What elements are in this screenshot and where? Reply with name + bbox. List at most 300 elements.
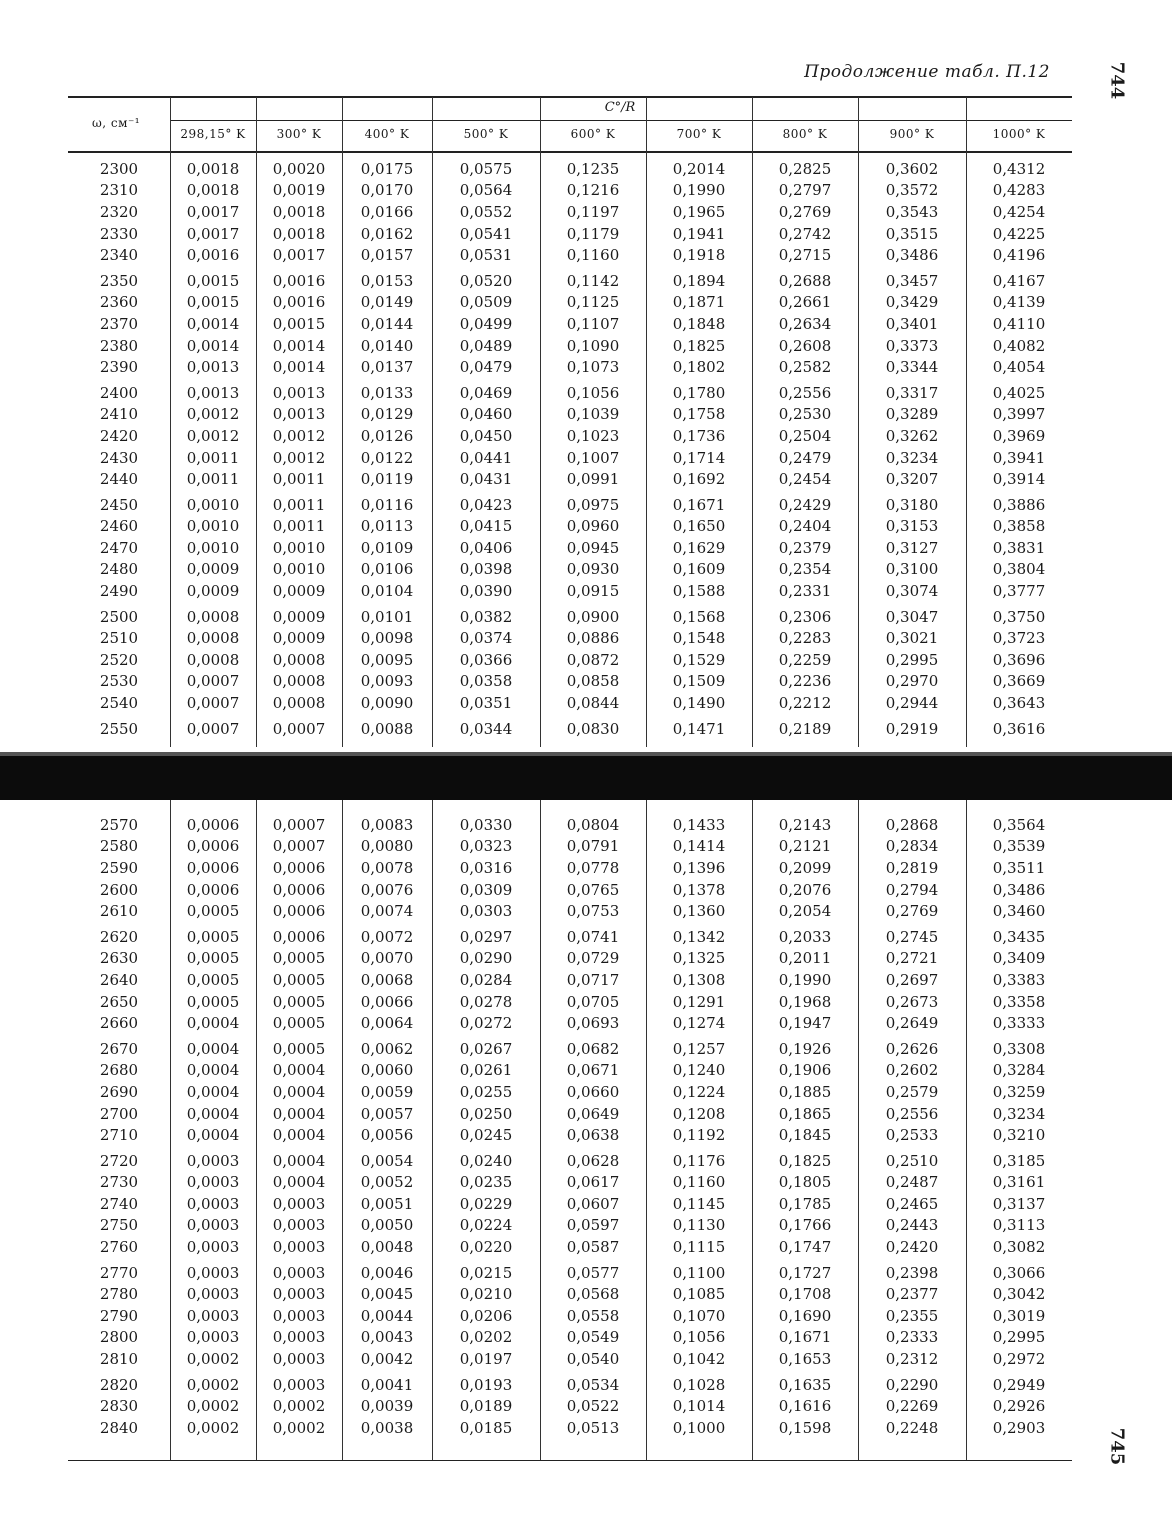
value-cell: 0,2404 (778, 517, 832, 536)
value-cell: 0,0210 (459, 1285, 513, 1304)
value-cell: 0,0045 (360, 1285, 414, 1304)
table-row (68, 692, 1072, 714)
table-row (68, 1395, 1072, 1417)
value-cell: 0,2995 (885, 650, 939, 669)
table-row (68, 602, 1072, 628)
value-cell: 0,0564 (459, 181, 513, 200)
value-cell: 0,1941 (672, 224, 726, 243)
value-cell: 0,2398 (885, 1263, 939, 1282)
omega-cell: 2840 (99, 1418, 139, 1437)
value-cell: 0,1825 (672, 336, 726, 355)
value-cell: 0,0010 (186, 538, 240, 557)
value-cell: 0,0415 (459, 517, 513, 536)
value-cell: 0,1216 (566, 181, 620, 200)
value-cell: 0,0006 (272, 858, 326, 877)
value-cell: 0,2715 (778, 246, 832, 265)
value-cell: 0,2290 (885, 1375, 939, 1394)
page-number-top: 744 (1106, 61, 1128, 100)
value-cell: 0,1274 (672, 1014, 726, 1033)
value-cell: 0,0261 (459, 1061, 513, 1080)
value-cell: 0,0017 (272, 246, 326, 265)
table-row (68, 1034, 1072, 1060)
scan-fold-band (0, 756, 1172, 800)
table-row (68, 836, 1072, 858)
value-cell: 0,0534 (566, 1375, 620, 1394)
value-cell: 0,0531 (459, 246, 513, 265)
value-cell: 0,0002 (186, 1375, 240, 1394)
value-cell: 0,1926 (778, 1039, 832, 1058)
value-cell: 0,1378 (672, 880, 726, 899)
value-cell: 0,2033 (778, 927, 832, 946)
value-cell: 0,1130 (672, 1216, 726, 1235)
value-cell: 0,1291 (672, 992, 726, 1011)
value-cell: 0,0003 (186, 1173, 240, 1192)
value-cell: 0,1635 (778, 1375, 832, 1394)
value-cell: 0,0344 (459, 719, 513, 738)
table-row (68, 1258, 1072, 1284)
value-cell: 0,2926 (992, 1397, 1046, 1416)
value-cell: 0,1360 (672, 902, 726, 921)
value-cell: 0,0316 (459, 858, 513, 877)
omega-cell: 2390 (99, 358, 139, 377)
value-cell: 0,1023 (566, 426, 620, 445)
value-cell: 0,3210 (992, 1126, 1046, 1145)
table-row (68, 356, 1072, 378)
value-cell: 0,0628 (566, 1151, 620, 1170)
value-cell: 0,0671 (566, 1061, 620, 1080)
value-cell: 0,1014 (672, 1397, 726, 1416)
value-cell: 0,0741 (566, 927, 620, 946)
value-cell: 0,0014 (272, 358, 326, 377)
omega-cell: 2680 (99, 1061, 139, 1080)
value-cell: 0,0558 (566, 1306, 620, 1325)
value-cell: 0,0004 (272, 1126, 326, 1145)
value-cell: 0,1805 (778, 1173, 832, 1192)
value-cell: 0,0046 (360, 1263, 414, 1282)
value-cell: 0,1433 (672, 815, 726, 834)
value-cell: 0,0660 (566, 1082, 620, 1101)
value-cell: 0,3486 (992, 880, 1046, 899)
value-cell: 0,0018 (186, 159, 240, 178)
value-cell: 0,0575 (459, 159, 513, 178)
value-cell: 0,2797 (778, 181, 832, 200)
omega-cell: 2810 (99, 1350, 139, 1369)
value-cell: 0,0011 (186, 470, 240, 489)
value-cell: 0,0003 (186, 1194, 240, 1213)
value-cell: 0,3358 (992, 992, 1046, 1011)
value-cell: 0,2688 (778, 271, 832, 290)
value-cell: 0,0003 (272, 1194, 326, 1213)
omega-cell: 2760 (99, 1238, 139, 1257)
value-cell: 0,0005 (272, 1014, 326, 1033)
omega-column-heading: ω, см⁻¹ (92, 116, 141, 130)
value-cell: 0,1871 (672, 293, 726, 312)
value-cell: 0,0587 (566, 1238, 620, 1257)
value-cell: 0,0011 (272, 517, 326, 536)
value-cell: 0,0119 (360, 470, 414, 489)
value-cell: 0,2769 (885, 902, 939, 921)
value-cell: 0,0175 (360, 159, 414, 178)
value-cell: 0,1727 (778, 1263, 832, 1282)
temp-column-heading: 298,15° K (180, 127, 246, 141)
value-cell: 0,1747 (778, 1238, 832, 1257)
value-cell: 0,0018 (186, 181, 240, 200)
value-cell: 0,3074 (885, 582, 939, 601)
table-row (68, 516, 1072, 538)
table-row (68, 1305, 1072, 1327)
value-cell: 0,0005 (186, 927, 240, 946)
table-row (68, 948, 1072, 970)
table-row (68, 580, 1072, 602)
value-cell: 0,4196 (992, 246, 1046, 265)
value-cell: 0,0056 (360, 1126, 414, 1145)
value-cell: 0,0038 (360, 1418, 414, 1437)
omega-cell: 2350 (99, 271, 139, 290)
value-cell: 0,1845 (778, 1126, 832, 1145)
value-cell: 0,1529 (672, 650, 726, 669)
value-cell: 0,0072 (360, 927, 414, 946)
omega-cell: 2730 (99, 1173, 139, 1192)
value-cell: 0,1990 (672, 181, 726, 200)
omega-cell: 2460 (99, 517, 139, 536)
value-cell: 0,0013 (272, 383, 326, 402)
value-cell: 0,0095 (360, 650, 414, 669)
value-cell: 0,1090 (566, 336, 620, 355)
omega-cell: 2490 (99, 582, 139, 601)
value-cell: 0,3127 (885, 538, 939, 557)
value-cell: 0,0577 (566, 1263, 620, 1282)
value-cell: 0,0140 (360, 336, 414, 355)
omega-cell: 2400 (99, 383, 139, 402)
value-cell: 0,1007 (566, 448, 620, 467)
value-cell: 0,3511 (992, 858, 1046, 877)
value-cell: 0,2121 (778, 837, 832, 856)
value-cell: 0,3831 (992, 538, 1046, 557)
value-cell: 0,0693 (566, 1014, 620, 1033)
value-cell: 0,0991 (566, 470, 620, 489)
value-cell: 0,0007 (272, 815, 326, 834)
value-cell: 0,3185 (992, 1151, 1046, 1170)
value-cell: 0,2825 (778, 159, 832, 178)
temp-column-heading: 800° K (782, 127, 828, 141)
value-cell: 0,0272 (459, 1014, 513, 1033)
header-bottom-rule (68, 151, 1072, 153)
value-cell: 0,3669 (992, 672, 1046, 691)
value-cell: 0,3429 (885, 293, 939, 312)
value-cell: 0,2794 (885, 880, 939, 899)
omega-cell: 2500 (99, 607, 139, 626)
value-cell: 0,0020 (272, 159, 326, 178)
value-cell: 0,0382 (459, 607, 513, 626)
table-row (68, 490, 1072, 516)
value-cell: 0,0012 (272, 448, 326, 467)
value-cell: 0,3564 (992, 815, 1046, 834)
value-cell: 0,0450 (459, 426, 513, 445)
value-cell: 0,4283 (992, 181, 1046, 200)
value-cell: 0,0012 (272, 426, 326, 445)
value-cell: 0,2331 (778, 582, 832, 601)
table-row (68, 1081, 1072, 1103)
value-cell: 0,0255 (459, 1082, 513, 1101)
value-cell: 0,0017 (186, 224, 240, 243)
value-cell: 0,0153 (360, 271, 414, 290)
page-number-bottom: 745 (1106, 1427, 1128, 1466)
value-cell: 0,0682 (566, 1039, 620, 1058)
value-cell: 0,1107 (566, 314, 620, 333)
value-cell: 0,0193 (459, 1375, 513, 1394)
value-cell: 0,0004 (186, 1039, 240, 1058)
value-cell: 0,2649 (885, 1014, 939, 1033)
value-cell: 0,0017 (186, 202, 240, 221)
omega-cell: 2770 (99, 1263, 139, 1282)
value-cell: 0,1708 (778, 1285, 832, 1304)
value-cell: 0,0003 (186, 1306, 240, 1325)
value-cell: 0,0003 (186, 1151, 240, 1170)
value-cell: 0,1342 (672, 927, 726, 946)
value-cell: 0,0070 (360, 949, 414, 968)
value-cell: 0,0018 (272, 224, 326, 243)
table-row (68, 378, 1072, 404)
omega-cell: 2330 (99, 224, 139, 243)
value-cell: 0,1179 (566, 224, 620, 243)
value-cell: 0,1758 (672, 405, 726, 424)
table-row (68, 1124, 1072, 1146)
value-cell: 0,0522 (566, 1397, 620, 1416)
value-cell: 0,1653 (778, 1350, 832, 1369)
value-cell: 0,0235 (459, 1173, 513, 1192)
value-cell: 0,0002 (186, 1397, 240, 1416)
value-cell: 0,1073 (566, 358, 620, 377)
value-cell: 0,1160 (566, 246, 620, 265)
value-cell: 0,3019 (992, 1306, 1046, 1325)
value-cell: 0,0945 (566, 538, 620, 557)
value-cell: 0,0765 (566, 880, 620, 899)
table-row (68, 900, 1072, 922)
value-cell: 0,0197 (459, 1350, 513, 1369)
value-cell: 0,2443 (885, 1216, 939, 1235)
omega-cell: 2630 (99, 949, 139, 968)
value-cell: 0,0013 (186, 358, 240, 377)
value-cell: 0,0240 (459, 1151, 513, 1170)
value-cell: 0,0016 (186, 246, 240, 265)
value-cell: 0,3643 (992, 694, 1046, 713)
value-cell: 0,0083 (360, 815, 414, 834)
value-cell: 0,1145 (672, 1194, 726, 1213)
value-cell: 0,2742 (778, 224, 832, 243)
table-row (68, 1172, 1072, 1194)
omega-cell: 2740 (99, 1194, 139, 1213)
value-cell: 0,1588 (672, 582, 726, 601)
value-cell: 0,0520 (459, 271, 513, 290)
table-row (68, 671, 1072, 693)
value-cell: 0,2634 (778, 314, 832, 333)
group-heading: C°/R (604, 100, 636, 115)
value-cell: 0,0351 (459, 694, 513, 713)
table-row (68, 223, 1072, 245)
value-cell: 0,2355 (885, 1306, 939, 1325)
table-row (68, 468, 1072, 490)
table-row (68, 1103, 1072, 1125)
value-cell: 0,3460 (992, 902, 1046, 921)
value-cell: 0,2189 (778, 719, 832, 738)
value-cell: 0,0009 (272, 607, 326, 626)
value-cell: 0,0003 (272, 1285, 326, 1304)
value-cell: 0,0215 (459, 1263, 513, 1282)
value-cell: 0,2259 (778, 650, 832, 669)
omega-cell: 2360 (99, 293, 139, 312)
table-row (68, 1348, 1072, 1370)
value-cell: 0,0975 (566, 495, 620, 514)
omega-cell: 2650 (99, 992, 139, 1011)
value-cell: 0,0007 (272, 719, 326, 738)
value-cell: 0,3409 (992, 949, 1046, 968)
value-cell: 0,0469 (459, 383, 513, 402)
value-cell: 0,1568 (672, 607, 726, 626)
value-cell: 0,0006 (272, 902, 326, 921)
value-cell: 0,0005 (272, 1039, 326, 1058)
value-cell: 0,0791 (566, 837, 620, 856)
omega-cell: 2720 (99, 1151, 139, 1170)
value-cell: 0,0398 (459, 560, 513, 579)
value-cell: 0,0098 (360, 629, 414, 648)
value-cell: 0,0041 (360, 1375, 414, 1394)
table-row (68, 158, 1072, 180)
value-cell: 0,1224 (672, 1082, 726, 1101)
value-cell: 0,3317 (885, 383, 939, 402)
value-cell: 0,0006 (186, 815, 240, 834)
omega-cell: 2700 (99, 1104, 139, 1123)
value-cell: 0,0003 (272, 1375, 326, 1394)
value-cell: 0,3858 (992, 517, 1046, 536)
value-cell: 0,0004 (186, 1104, 240, 1123)
value-cell: 0,3207 (885, 470, 939, 489)
value-cell: 0,3543 (885, 202, 939, 221)
value-cell: 0,0007 (186, 694, 240, 713)
value-cell: 0,3435 (992, 927, 1046, 946)
value-cell: 0,0303 (459, 902, 513, 921)
value-cell: 0,0872 (566, 650, 620, 669)
value-cell: 0,4167 (992, 271, 1046, 290)
value-cell: 0,0002 (272, 1418, 326, 1437)
value-cell: 0,0617 (566, 1173, 620, 1192)
table-row (68, 879, 1072, 901)
omega-cell: 2570 (99, 815, 139, 834)
value-cell: 0,3383 (992, 970, 1046, 989)
value-cell: 0,2076 (778, 880, 832, 899)
value-cell: 0,2054 (778, 902, 832, 921)
value-cell: 0,2269 (885, 1397, 939, 1416)
value-cell: 0,2143 (778, 815, 832, 834)
value-cell: 0,2283 (778, 629, 832, 648)
value-cell: 0,0441 (459, 448, 513, 467)
value-cell: 0,1947 (778, 1014, 832, 1033)
value-cell: 0,0003 (186, 1285, 240, 1304)
table-row (68, 1215, 1072, 1237)
value-cell: 0,0011 (272, 495, 326, 514)
value-cell: 0,0012 (186, 426, 240, 445)
omega-cell: 2780 (99, 1285, 139, 1304)
table-row (68, 1193, 1072, 1215)
value-cell: 0,3289 (885, 405, 939, 424)
value-cell: 0,0059 (360, 1082, 414, 1101)
value-cell: 0,1609 (672, 560, 726, 579)
value-cell: 0,0004 (186, 1061, 240, 1080)
value-cell: 0,0004 (272, 1151, 326, 1170)
value-cell: 0,0290 (459, 949, 513, 968)
value-cell: 0,1671 (778, 1328, 832, 1347)
value-cell: 0,0540 (566, 1350, 620, 1369)
value-cell: 0,3515 (885, 224, 939, 243)
value-cell: 0,2995 (992, 1328, 1046, 1347)
value-cell: 0,0010 (186, 517, 240, 536)
omega-cell: 2690 (99, 1082, 139, 1101)
value-cell: 0,1616 (778, 1397, 832, 1416)
value-cell: 0,2602 (885, 1061, 939, 1080)
value-cell: 0,0220 (459, 1238, 513, 1257)
value-cell: 0,0003 (186, 1216, 240, 1235)
table-row (68, 714, 1072, 740)
table-row (68, 447, 1072, 469)
value-cell: 0,1396 (672, 858, 726, 877)
value-cell: 0,0007 (186, 672, 240, 691)
value-cell: 0,3262 (885, 426, 939, 445)
omega-cell: 2710 (99, 1126, 139, 1145)
value-cell: 0,0116 (360, 495, 414, 514)
value-cell: 0,0074 (360, 902, 414, 921)
omega-cell: 2750 (99, 1216, 139, 1235)
value-cell: 0,0330 (459, 815, 513, 834)
value-cell: 0,1257 (672, 1039, 726, 1058)
value-cell: 0,3539 (992, 837, 1046, 856)
value-cell: 0,0010 (272, 560, 326, 579)
omega-cell: 2380 (99, 336, 139, 355)
value-cell: 0,3723 (992, 629, 1046, 648)
value-cell: 0,3234 (992, 1104, 1046, 1123)
value-cell: 0,0278 (459, 992, 513, 1011)
value-cell: 0,2582 (778, 358, 832, 377)
value-cell: 0,3259 (992, 1082, 1046, 1101)
temp-column-heading: 300° K (276, 127, 322, 141)
value-cell: 0,0004 (186, 1082, 240, 1101)
value-cell: 0,0568 (566, 1285, 620, 1304)
value-cell: 0,1039 (566, 405, 620, 424)
value-cell: 0,0005 (186, 992, 240, 1011)
value-cell: 0,1208 (672, 1104, 726, 1123)
value-cell: 0,4225 (992, 224, 1046, 243)
value-cell: 0,0157 (360, 246, 414, 265)
value-cell: 0,2248 (885, 1418, 939, 1437)
value-cell: 0,1042 (672, 1350, 726, 1369)
value-cell: 0,2903 (992, 1418, 1046, 1437)
table-row (68, 335, 1072, 357)
value-cell: 0,0016 (272, 293, 326, 312)
table-row (68, 292, 1072, 314)
value-cell: 0,1906 (778, 1061, 832, 1080)
value-cell: 0,3234 (885, 448, 939, 467)
value-cell: 0,1142 (566, 271, 620, 290)
temp-column-heading: 500° K (463, 127, 509, 141)
value-cell: 0,4025 (992, 383, 1046, 402)
value-cell: 0,2745 (885, 927, 939, 946)
value-cell: 0,0011 (186, 448, 240, 467)
value-cell: 0,1692 (672, 470, 726, 489)
value-cell: 0,0005 (186, 970, 240, 989)
value-cell: 0,0133 (360, 383, 414, 402)
value-cell: 0,0006 (186, 880, 240, 899)
value-cell: 0,1085 (672, 1285, 726, 1304)
value-cell: 0,1197 (566, 202, 620, 221)
value-cell: 0,0044 (360, 1306, 414, 1325)
